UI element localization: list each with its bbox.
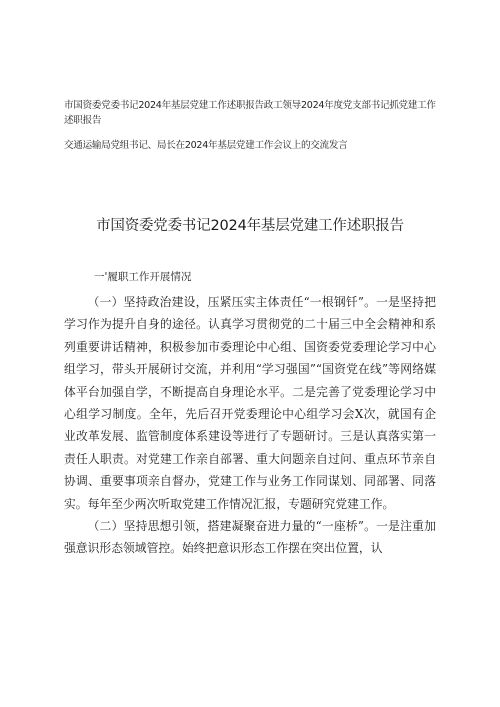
toc-item-2: 交通运输局党组书记、局长在2024年基层党建工作会议上的交流发言 [64,140,348,151]
body-text [64,291,436,560]
toc-item-1: 市国资委党委书记2024年基层党建工作述职报告政工领导2024年度党支部书记抓党建工作述职报告 [64,100,436,126]
paragraph-1: （一）坚持政治建设，压紧压实主体责任“一根钢钎”。一是坚持把学习作为提升自身的途径。认真学习贯彻党的二十届三中全会精神和系列重要讲话精神，积极参加市委理论中心组、国资委党委理论学习中心组学习，带头开展研讨交流，并利用“学习强国”“国资党在线”等网络媒体平台加强自学，不断提高自身理论水平。二是完善了党委理论学习中心组学习制度。全年，先后召开党委理论中心组学习会X次，就国有企业改革发展、监管制度体系建设等进行了专题研讨。三是认真落实第一责任人职责。对党建工作亲自部署、重大问题亲自过问、重点环节亲自协调、重要事项亲自督办，党建工作与业务工作同谋划、同部署、同落实。每年至少两次听取党建工作情况汇报，专题研究党建工作。 [64,295,436,511]
table-of-contents [64,98,436,163]
paragraph-2: （二）坚持思想引领，搭建凝聚奋进力量的“一座桥”。一是注重加强意识形态领域管控。始终把意识形态工作摆在突出位置，认 [64,519,436,556]
document-title: 市国资委党委书记2024年基层党建工作述职报告 [96,218,404,234]
section-heading: 一'履职工作开展情况 [94,271,192,283]
